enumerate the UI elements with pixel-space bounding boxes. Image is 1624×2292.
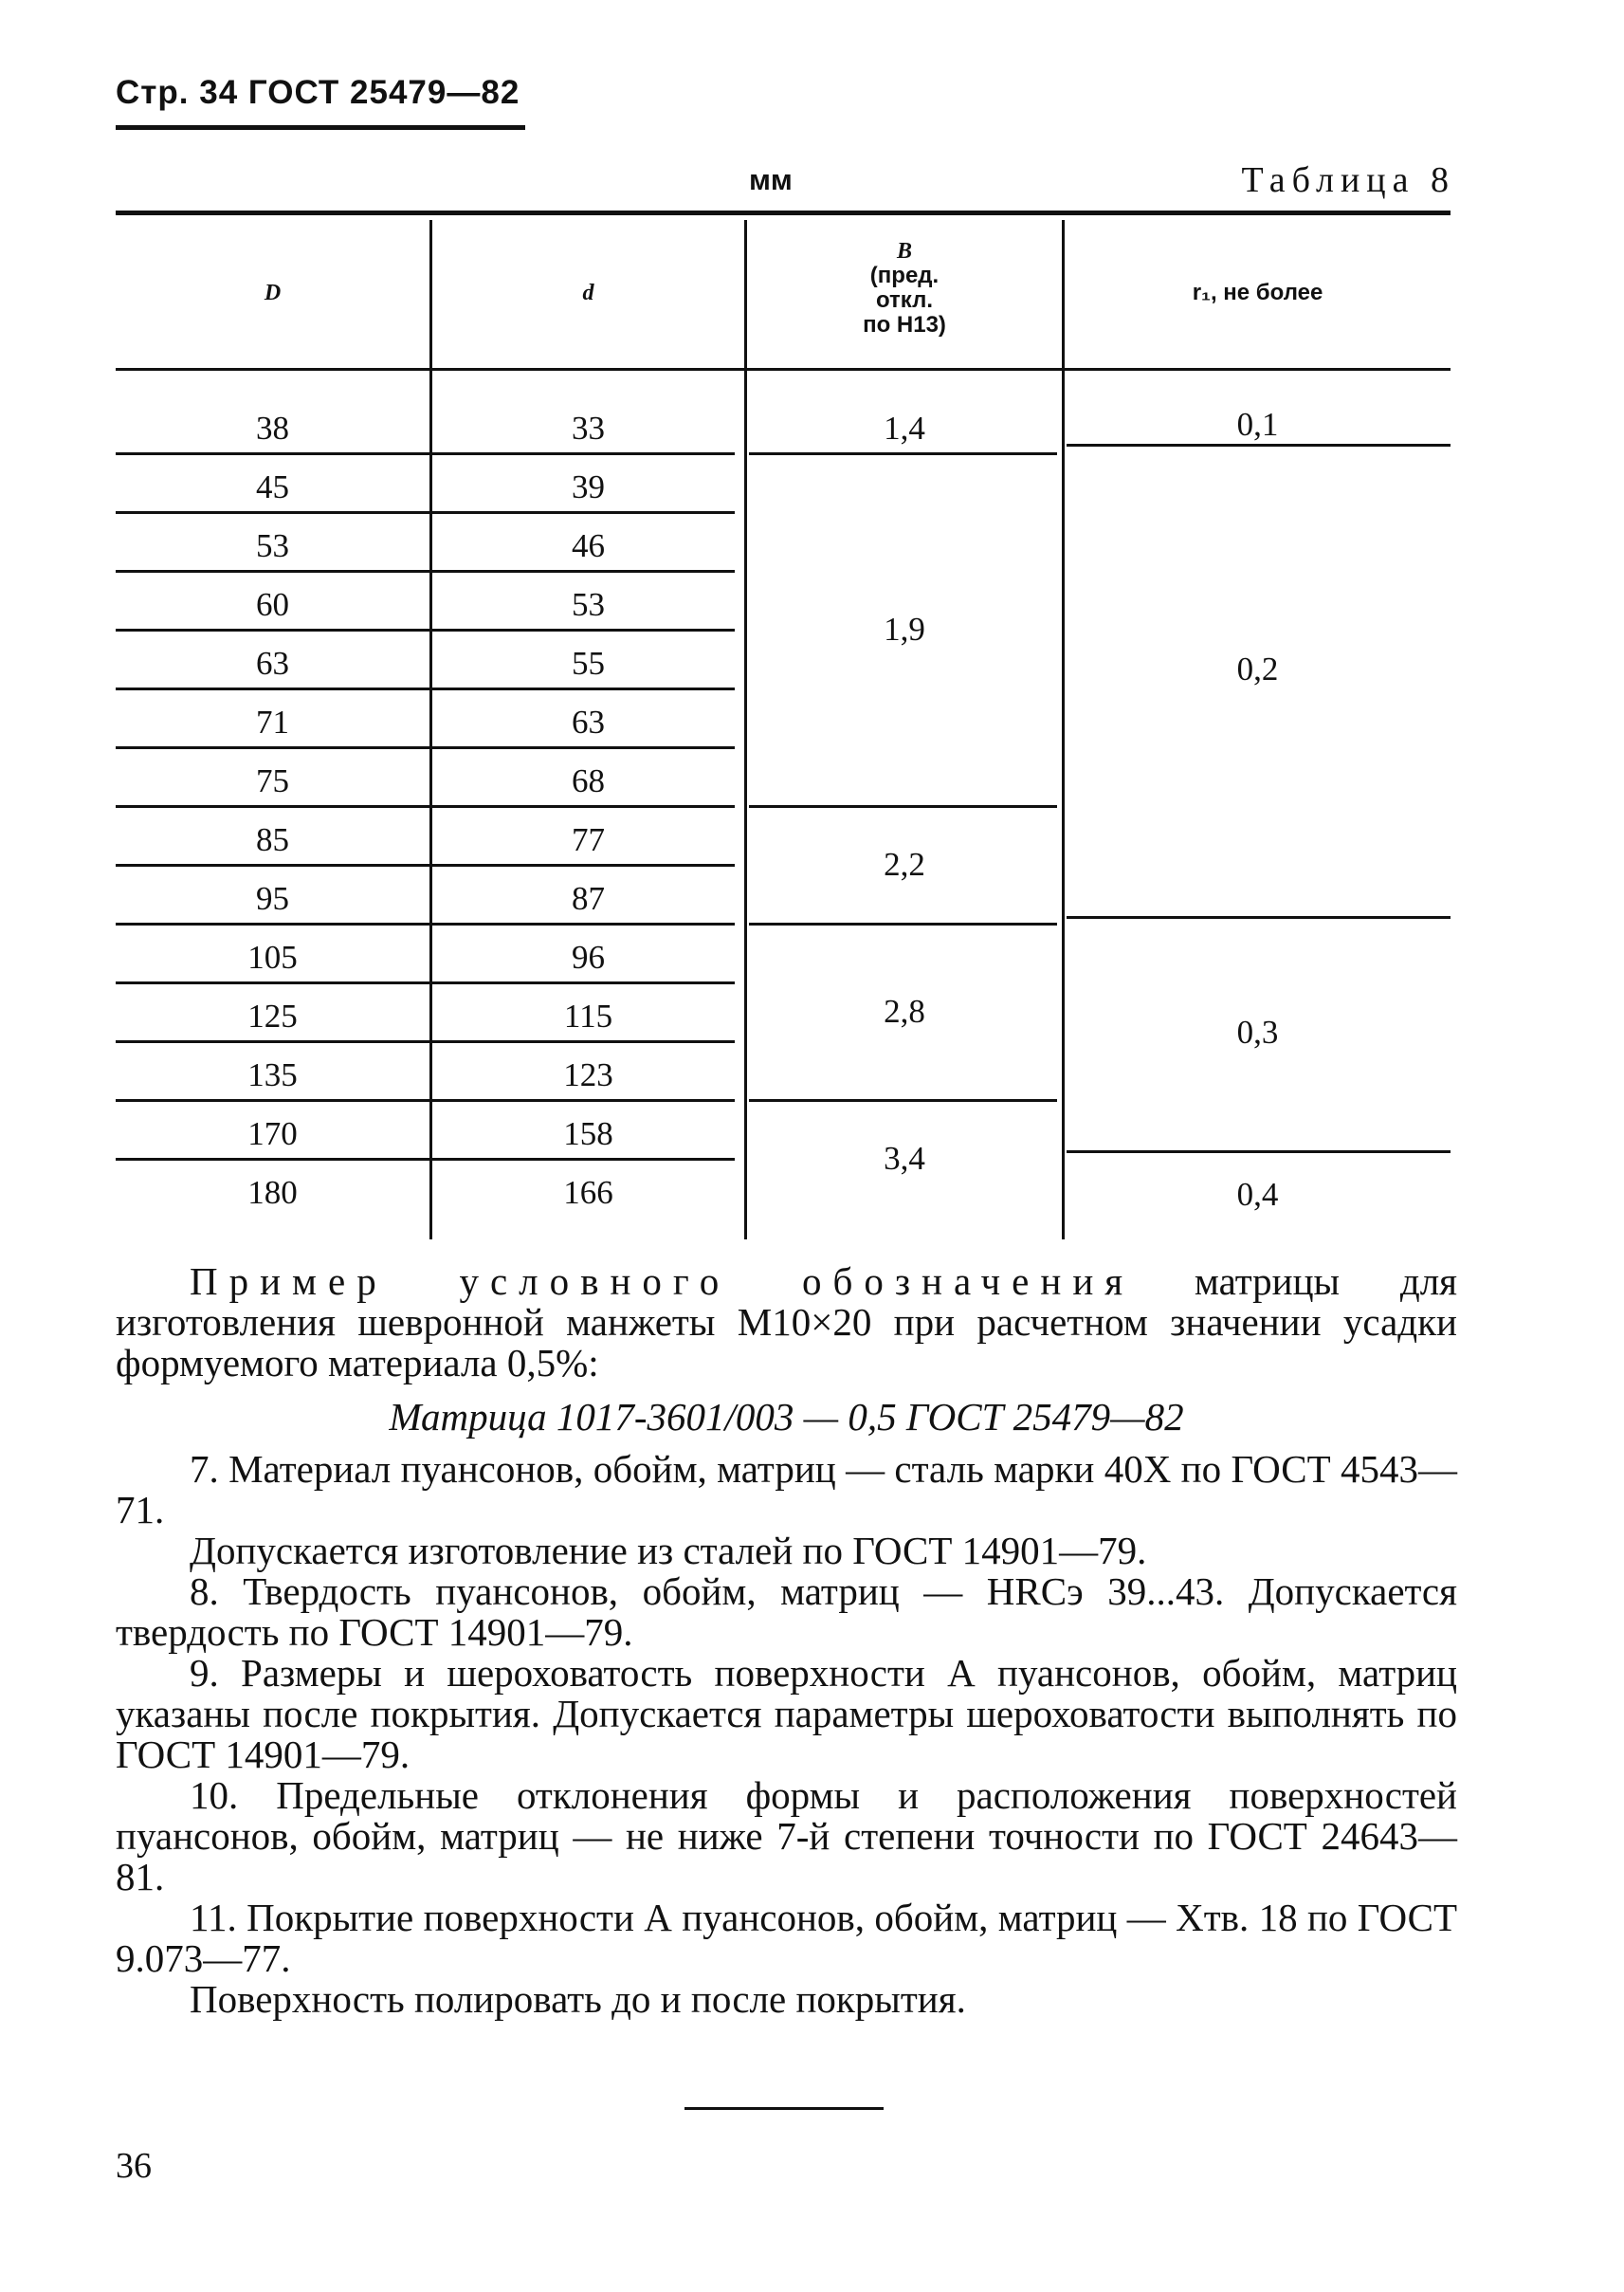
cell-d: 96 xyxy=(572,939,605,976)
header-D: D xyxy=(264,281,282,305)
cell-D: 38 xyxy=(256,410,289,447)
row-rule xyxy=(116,923,735,926)
cell-d: 53 xyxy=(572,586,605,623)
page-number: 36 xyxy=(116,2146,152,2186)
group-rule xyxy=(749,805,1057,808)
cell-B: 2,2 xyxy=(884,846,925,883)
cell-D: 45 xyxy=(256,468,289,505)
cell-d: 39 xyxy=(572,468,605,505)
cell-D: 75 xyxy=(256,762,289,799)
cell-D: 63 xyxy=(256,645,289,682)
cell-d: 123 xyxy=(563,1056,613,1093)
cell-D: 105 xyxy=(247,939,298,976)
paragraph-7b: Допускается изготовление из сталей по ГОСТ 14901—79. xyxy=(190,1529,1147,1572)
cell-r1: 0,4 xyxy=(1236,1176,1279,1213)
cell-d: 158 xyxy=(563,1115,613,1152)
table-title: Таблица 8 xyxy=(1241,160,1455,200)
column-divider xyxy=(744,220,747,1239)
example-rest: матрицы для изготовления шевронной манжеты М10×20 при расчетном значении усадки формуемого материала 0,5%: xyxy=(116,1259,1458,1384)
cell-B: 2,8 xyxy=(884,993,925,1030)
group-rule xyxy=(749,923,1057,926)
row-rule xyxy=(116,1040,735,1043)
header-r1: r₁, не более xyxy=(1192,280,1323,305)
cell-D: 125 xyxy=(247,998,298,1035)
paragraph-9: 9. Размеры и шероховатость поверхности А пуансонов, обойм, матриц указаны после покрытия. Допускается параметры шероховатости выполнять по ГОСТ 14901—79. xyxy=(116,1651,1457,1776)
cell-D: 71 xyxy=(256,704,289,741)
cell-d: 87 xyxy=(572,880,605,917)
cell-D: 180 xyxy=(247,1174,298,1211)
cell-d: 68 xyxy=(572,762,605,799)
cell-D: 85 xyxy=(256,821,289,858)
footer-rule xyxy=(684,2107,884,2110)
cell-d: 46 xyxy=(572,527,605,564)
cell-B: 1,9 xyxy=(884,611,925,648)
body-text xyxy=(116,1261,1457,2020)
paragraph-10: 10. Предельные отклонения формы и расположения поверхностей пуансонов, обойм, матриц — не ниже 7-й степени точности по ГОСТ 24643—81. xyxy=(116,1773,1457,1898)
cell-D: 60 xyxy=(256,586,289,623)
row-rule xyxy=(116,452,735,455)
group-rule xyxy=(1067,1150,1451,1153)
paragraph-11: 11. Покрытие поверхности А пуансонов, обойм, матриц — Хтв. 18 по ГОСТ 9.073—77. xyxy=(116,1896,1457,1980)
cell-d: 55 xyxy=(572,645,605,682)
units-label: мм xyxy=(749,163,793,196)
cell-B: 1,4 xyxy=(884,410,925,447)
cell-D: 95 xyxy=(256,880,289,917)
row-rule xyxy=(116,746,735,749)
example-paragraph xyxy=(116,1261,1457,1384)
row-rule xyxy=(116,981,735,984)
column-divider xyxy=(1062,220,1065,1239)
cell-r1: 0,1 xyxy=(1236,406,1279,443)
group-rule xyxy=(749,1099,1057,1102)
page-header xyxy=(116,74,520,112)
example-designation: Матрица 1017-3601/003 — 0,5 ГОСТ 25479—82 xyxy=(389,1395,1184,1439)
cell-B: 3,4 xyxy=(884,1140,925,1177)
cell-d: 33 xyxy=(572,410,605,447)
row-rule xyxy=(116,805,735,808)
row-rule xyxy=(116,511,735,514)
cell-D: 53 xyxy=(256,527,289,564)
page-prefix: Стр. 34 xyxy=(116,74,239,111)
header-rule xyxy=(116,125,525,130)
row-rule xyxy=(116,629,735,632)
table-top-rule xyxy=(116,211,1451,215)
row-rule xyxy=(116,1158,735,1161)
header-B: B (пред. откл. по Н13) xyxy=(863,239,946,338)
table-header-rule xyxy=(116,368,1451,371)
row-rule xyxy=(116,864,735,867)
paragraph-8: 8. Твердость пуансонов, обойм, матриц — HRCэ 39...43. Допускается твердость по ГОСТ 14901—79. xyxy=(116,1569,1457,1654)
cell-d: 115 xyxy=(563,998,613,1035)
row-rule xyxy=(116,688,735,690)
cell-r1: 0,3 xyxy=(1236,1014,1279,1051)
paragraph-7: 7. Материал пуансонов, обойм, матриц — сталь марки 40Х по ГОСТ 4543—71. xyxy=(116,1447,1457,1531)
group-rule xyxy=(1067,916,1451,919)
cell-r1: 0,2 xyxy=(1236,651,1279,688)
cell-d: 166 xyxy=(563,1174,613,1211)
example-lead: Пример условного обозначения xyxy=(190,1259,1135,1303)
header-d: d xyxy=(582,281,594,305)
standard-code: ГОСТ 25479—82 xyxy=(247,74,520,111)
paragraph-11b: Поверхность полировать до и после покрытия. xyxy=(190,1977,966,2021)
cell-d: 63 xyxy=(572,704,605,741)
row-rule xyxy=(116,1099,735,1102)
group-rule xyxy=(1067,444,1451,447)
cell-D: 170 xyxy=(247,1115,298,1152)
row-rule xyxy=(116,570,735,573)
cell-D: 135 xyxy=(247,1056,298,1093)
cell-d: 77 xyxy=(572,821,605,858)
group-rule xyxy=(749,452,1057,455)
